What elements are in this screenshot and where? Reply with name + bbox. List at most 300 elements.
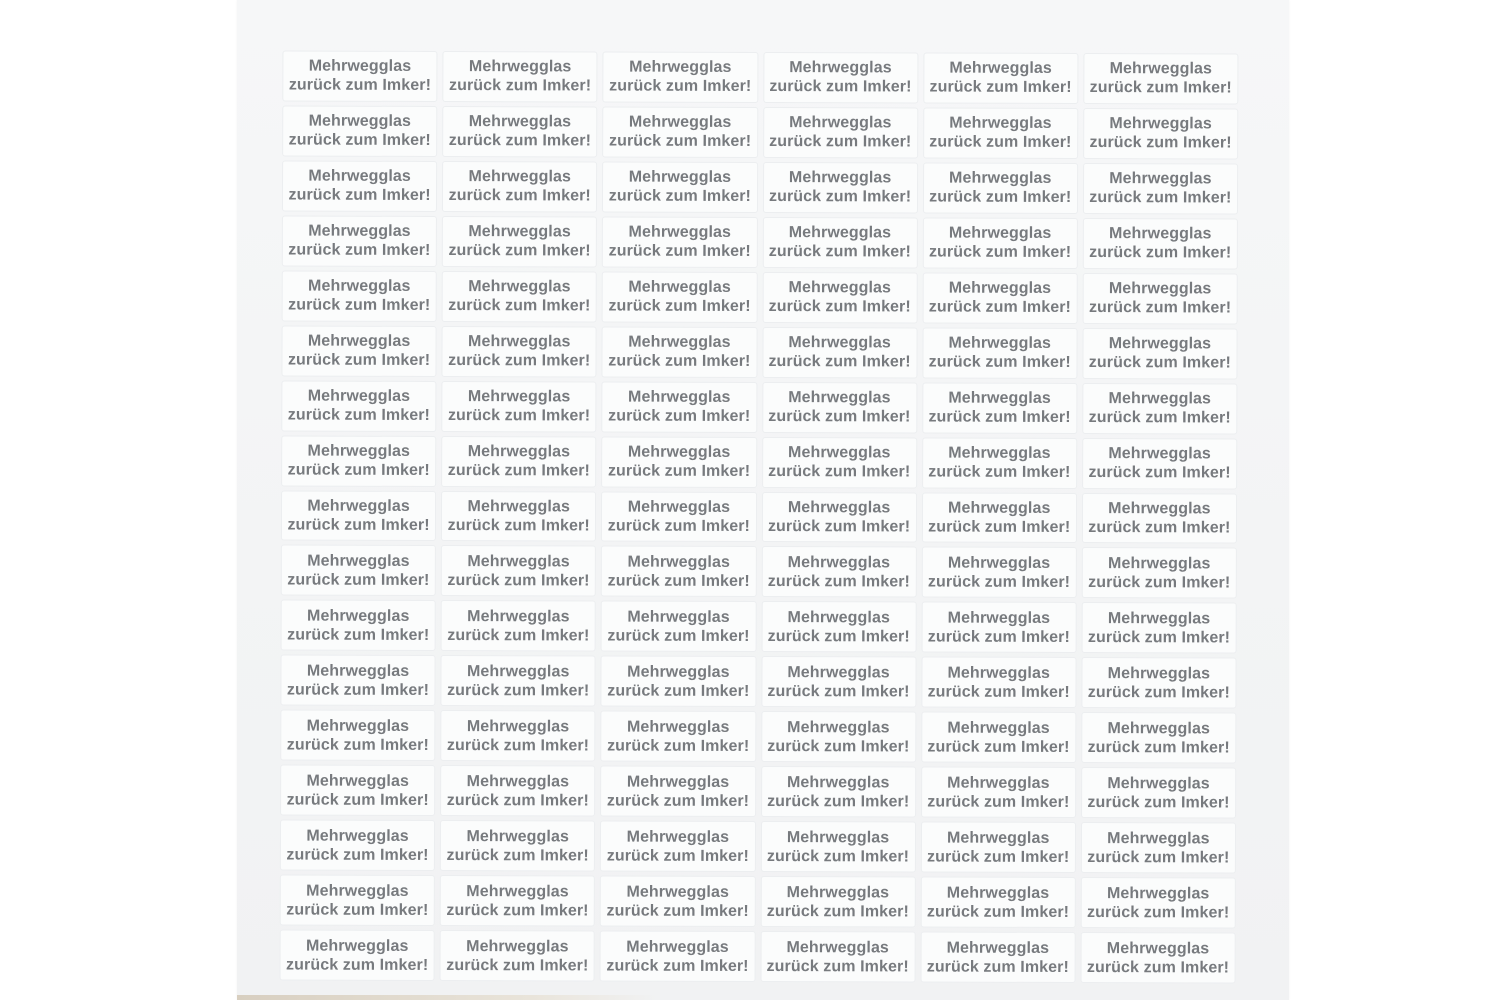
label-line-1: Mehrwegglas bbox=[467, 498, 571, 516]
label-line-2: zurück zum Imker! bbox=[286, 736, 429, 754]
label-line-1: Mehrwegglas bbox=[305, 937, 409, 955]
label-line-1: Mehrwegglas bbox=[627, 663, 730, 681]
label-line-2: zurück zum Imker! bbox=[767, 737, 910, 756]
label-line-1: Mehrwegglas bbox=[1109, 115, 1212, 133]
sticker-label bbox=[921, 767, 1076, 818]
sticker-label bbox=[601, 601, 756, 652]
label-line-2: zurück zum Imker! bbox=[447, 681, 590, 700]
sheet-bottom-edge bbox=[237, 995, 657, 1000]
label-line-2: zurück zum Imker! bbox=[287, 516, 430, 534]
label-line-1: Mehrwegglas bbox=[468, 278, 571, 296]
label-line-1: Mehrwegglas bbox=[627, 553, 731, 571]
label-line-2: zurück zum Imker! bbox=[929, 79, 1072, 97]
label-line-2: zurück zum Imker! bbox=[447, 571, 590, 590]
sticker-label bbox=[762, 437, 917, 488]
label-line-1: Mehrwegglas bbox=[466, 882, 569, 900]
label-line-1: Mehrwegglas bbox=[628, 388, 731, 407]
sticker-label bbox=[761, 492, 916, 543]
label-line-1: Mehrwegglas bbox=[947, 664, 1051, 682]
label-line-2: zurück zum Imker! bbox=[927, 738, 1070, 756]
label-line-2: zurück zum Imker! bbox=[767, 792, 910, 811]
label-line-2: zurück zum Imker! bbox=[608, 407, 751, 426]
sticker-label bbox=[280, 820, 435, 871]
label-line-1: Mehrwegglas bbox=[1108, 335, 1212, 353]
label-line-1: Mehrwegglas bbox=[307, 442, 411, 460]
label-line-1: Mehrwegglas bbox=[627, 443, 731, 461]
label-line-1: Mehrwegglas bbox=[948, 499, 1051, 517]
label-line-1: Mehrwegglas bbox=[948, 224, 1052, 243]
label-line-2: zurück zum Imker! bbox=[287, 461, 430, 480]
sticker-label bbox=[281, 490, 436, 541]
label-line-2: zurück zum Imker! bbox=[1088, 299, 1232, 317]
label-line-2: zurück zum Imker! bbox=[1089, 244, 1232, 262]
label-line-1: Mehrwegglas bbox=[1108, 555, 1211, 573]
sticker-label bbox=[601, 546, 756, 597]
label-line-2: zurück zum Imker! bbox=[288, 186, 431, 205]
sticker-label bbox=[282, 270, 437, 321]
label-line-1: Mehrwegglas bbox=[306, 827, 409, 845]
label-line-1: Mehrwegglas bbox=[1107, 774, 1210, 793]
label-line-2: zurück zum Imker! bbox=[1087, 683, 1230, 702]
sticker-label bbox=[1080, 932, 1235, 983]
label-line-1: Mehrwegglas bbox=[788, 279, 892, 297]
label-line-2: zurück zum Imker! bbox=[768, 243, 912, 261]
label-line-2: zurück zum Imker! bbox=[446, 736, 590, 755]
label-line-2: zurück zum Imker! bbox=[448, 352, 591, 370]
sticker-label bbox=[442, 326, 597, 377]
label-line-1: Mehrwegglas bbox=[468, 223, 571, 241]
sticker-label bbox=[282, 160, 437, 211]
sticker-label bbox=[921, 657, 1076, 708]
label-line-2: zurück zum Imker! bbox=[286, 791, 429, 809]
label-line-1: Mehrwegglas bbox=[948, 389, 1051, 408]
label-line-2: zurück zum Imker! bbox=[927, 683, 1070, 701]
label-line-1: Mehrwegglas bbox=[1106, 939, 1210, 957]
sticker-label bbox=[602, 326, 757, 377]
sticker-label bbox=[281, 435, 436, 486]
sticker-label bbox=[1081, 657, 1236, 708]
label-line-2: zurück zum Imker! bbox=[768, 188, 912, 206]
label-line-2: zurück zum Imker! bbox=[608, 242, 751, 261]
label-line-2: zurück zum Imker! bbox=[927, 628, 1070, 646]
label-line-2: zurück zum Imker! bbox=[446, 956, 589, 974]
label-line-1: Mehrwegglas bbox=[308, 167, 411, 186]
sticker-label bbox=[1081, 712, 1236, 763]
label-line-1: Mehrwegglas bbox=[308, 58, 412, 76]
sticker-label bbox=[441, 381, 596, 432]
label-line-2: zurück zum Imker! bbox=[928, 353, 1071, 372]
label-line-1: Mehrwegglas bbox=[468, 168, 572, 186]
label-line-2: zurück zum Imker! bbox=[1087, 903, 1230, 922]
sticker-label bbox=[601, 436, 756, 487]
sticker-label bbox=[1082, 273, 1237, 324]
label-line-1: Mehrwegglas bbox=[629, 59, 732, 77]
label-line-2: zurück zum Imker! bbox=[926, 958, 1069, 976]
label-line-2: zurück zum Imker! bbox=[767, 627, 910, 646]
sticker-label bbox=[760, 931, 915, 982]
label-line-2: zurück zum Imker! bbox=[287, 406, 431, 425]
label-line-1: Mehrwegglas bbox=[1107, 664, 1211, 683]
sticker-label bbox=[442, 216, 597, 267]
sticker-label bbox=[282, 105, 437, 156]
label-line-2: zurück zum Imker! bbox=[927, 848, 1070, 866]
label-line-2: zurück zum Imker! bbox=[1088, 464, 1231, 482]
sticker-label bbox=[600, 931, 755, 982]
label-line-2: zurück zum Imker! bbox=[446, 791, 589, 810]
label-line-2: zurück zum Imker! bbox=[1087, 628, 1231, 647]
label-line-2: zurück zum Imker! bbox=[1089, 189, 1232, 207]
label-line-1: Mehrwegglas bbox=[1108, 445, 1211, 463]
sticker-label bbox=[923, 53, 1078, 104]
sticker-label bbox=[761, 656, 916, 707]
label-line-2: zurück zum Imker! bbox=[928, 518, 1071, 536]
label-line-1: Mehrwegglas bbox=[466, 937, 569, 955]
label-line-1: Mehrwegglas bbox=[946, 939, 1050, 957]
label-line-2: zurück zum Imker! bbox=[288, 76, 432, 95]
sticker-label bbox=[1082, 547, 1237, 598]
sticker-label bbox=[601, 711, 756, 762]
sticker-label bbox=[440, 765, 595, 816]
label-line-1: Mehrwegglas bbox=[948, 279, 1052, 298]
label-line-1: Mehrwegglas bbox=[788, 444, 891, 462]
label-line-1: Mehrwegglas bbox=[307, 552, 410, 570]
sticker-label bbox=[441, 655, 596, 706]
label-line-1: Mehrwegglas bbox=[786, 828, 890, 847]
label-line-1: Mehrwegglas bbox=[1109, 225, 1212, 243]
label-line-1: Mehrwegglas bbox=[467, 607, 570, 626]
label-line-2: zurück zum Imker! bbox=[928, 298, 1072, 317]
label-line-1: Mehrwegglas bbox=[786, 773, 890, 792]
label-line-1: Mehrwegglas bbox=[1108, 500, 1211, 518]
label-line-1: Mehrwegglas bbox=[468, 333, 571, 351]
label-line-1: Mehrwegglas bbox=[307, 332, 411, 351]
label-line-2: zurück zum Imker! bbox=[286, 681, 430, 699]
label-line-2: zurück zum Imker! bbox=[929, 133, 1072, 152]
sticker-label bbox=[442, 106, 597, 157]
sticker-label bbox=[763, 107, 918, 158]
label-line-2: zurück zum Imker! bbox=[1089, 79, 1232, 97]
label-line-2: zurück zum Imker! bbox=[766, 957, 909, 975]
sticker-label bbox=[762, 162, 917, 213]
label-line-2: zurück zum Imker! bbox=[448, 132, 592, 150]
label-line-1: Mehrwegglas bbox=[947, 719, 1050, 737]
sticker-label bbox=[602, 216, 757, 267]
sticker-label bbox=[602, 106, 757, 157]
sticker-label bbox=[441, 545, 596, 596]
label-line-2: zurück zum Imker! bbox=[606, 902, 749, 920]
sticker-label bbox=[762, 382, 917, 433]
label-line-2: zurück zum Imker! bbox=[448, 297, 591, 315]
label-line-2: zurück zum Imker! bbox=[607, 627, 750, 645]
sticker-label bbox=[761, 711, 916, 762]
sticker-label bbox=[1082, 493, 1237, 544]
sticker-label bbox=[761, 601, 916, 652]
label-line-2: zurück zum Imker! bbox=[446, 846, 589, 865]
sticker-label bbox=[922, 437, 1077, 488]
sticker-label bbox=[280, 655, 435, 706]
label-line-1: Mehrwegglas bbox=[468, 113, 572, 131]
sticker-label bbox=[922, 217, 1077, 268]
sticker-label bbox=[602, 161, 757, 212]
label-line-1: Mehrwegglas bbox=[307, 497, 410, 515]
sticker-label bbox=[1083, 53, 1238, 104]
label-line-2: zurück zum Imker! bbox=[447, 626, 590, 645]
label-line-1: Mehrwegglas bbox=[787, 718, 890, 737]
label-line-2: zurück zum Imker! bbox=[448, 77, 592, 95]
label-line-1: Mehrwegglas bbox=[789, 114, 892, 132]
sticker-label bbox=[280, 765, 435, 816]
sticker-label bbox=[600, 766, 755, 817]
label-line-2: zurück zum Imker! bbox=[768, 463, 911, 481]
label-line-1: Mehrwegglas bbox=[626, 773, 730, 791]
sticker-label bbox=[440, 875, 595, 926]
label-line-1: Mehrwegglas bbox=[307, 387, 411, 406]
label-line-2: zurück zum Imker! bbox=[766, 902, 909, 921]
label-line-1: Mehrwegglas bbox=[306, 772, 410, 790]
label-line-2: zurück zum Imker! bbox=[1088, 354, 1232, 372]
label-line-1: Mehrwegglas bbox=[947, 774, 1050, 792]
sticker-label bbox=[923, 107, 1078, 158]
label-line-1: Mehrwegglas bbox=[628, 168, 732, 187]
sticker-label bbox=[602, 271, 757, 322]
sticker-label bbox=[442, 271, 597, 322]
label-grid bbox=[280, 51, 1239, 984]
label-line-2: zurück zum Imker! bbox=[926, 903, 1070, 921]
label-line-1: Mehrwegglas bbox=[1107, 609, 1211, 628]
label-line-1: Mehrwegglas bbox=[466, 717, 570, 736]
label-line-2: zurück zum Imker! bbox=[288, 241, 431, 260]
label-line-2: zurück zum Imker! bbox=[448, 187, 591, 205]
label-line-1: Mehrwegglas bbox=[308, 112, 412, 131]
label-line-2: zurück zum Imker! bbox=[927, 793, 1070, 811]
sticker-label bbox=[603, 52, 758, 103]
sticker-label bbox=[1081, 602, 1236, 653]
label-line-2: zurück zum Imker! bbox=[606, 792, 750, 810]
label-line-1: Mehrwegglas bbox=[308, 222, 411, 241]
label-line-1: Mehrwegglas bbox=[627, 498, 731, 516]
label-line-1: Mehrwegglas bbox=[628, 223, 732, 242]
label-line-1: Mehrwegglas bbox=[788, 169, 892, 187]
label-line-1: Mehrwegglas bbox=[949, 60, 1052, 78]
sticker-label bbox=[440, 930, 595, 981]
sticker-label bbox=[922, 272, 1077, 323]
sticker-label bbox=[600, 821, 755, 872]
sticker-label bbox=[1082, 383, 1237, 434]
label-line-2: zurück zum Imker! bbox=[928, 463, 1071, 482]
label-line-2: zurück zum Imker! bbox=[609, 77, 752, 96]
label-line-2: zurück zum Imker! bbox=[767, 518, 911, 536]
sticker-label bbox=[280, 930, 435, 981]
label-line-1: Mehrwegglas bbox=[788, 389, 891, 407]
label-line-1: Mehrwegglas bbox=[466, 772, 570, 791]
sticker-label bbox=[441, 491, 596, 542]
label-line-2: zurück zum Imker! bbox=[769, 78, 912, 96]
label-line-1: Mehrwegglas bbox=[789, 59, 892, 77]
label-line-2: zurück zum Imker! bbox=[288, 131, 431, 150]
sticker-label bbox=[762, 327, 917, 378]
label-line-2: zurück zum Imker! bbox=[608, 187, 752, 206]
sticker-label bbox=[1081, 767, 1236, 818]
label-line-1: Mehrwegglas bbox=[468, 58, 572, 76]
label-line-1: Mehrwegglas bbox=[626, 718, 730, 736]
label-line-1: Mehrwegglas bbox=[948, 334, 1052, 353]
label-line-2: zurück zum Imker! bbox=[608, 297, 751, 316]
label-line-1: Mehrwegglas bbox=[628, 113, 732, 132]
label-line-2: zurück zum Imker! bbox=[929, 188, 1072, 207]
sticker-label bbox=[600, 876, 755, 927]
label-line-1: Mehrwegglas bbox=[946, 829, 1050, 847]
sticker-label bbox=[761, 766, 916, 817]
label-line-2: zurück zum Imker! bbox=[927, 573, 1071, 591]
label-line-2: zurück zum Imker! bbox=[447, 462, 590, 480]
label-line-2: zurück zum Imker! bbox=[287, 571, 430, 589]
label-line-2: zurück zum Imker! bbox=[287, 626, 430, 644]
sticker-label bbox=[1082, 438, 1237, 489]
label-line-1: Mehrwegglas bbox=[787, 554, 891, 572]
sticker-label bbox=[280, 875, 435, 926]
label-line-2: zurück zum Imker! bbox=[1089, 134, 1232, 152]
label-line-2: zurück zum Imker! bbox=[768, 353, 911, 371]
sticker-label bbox=[921, 822, 1076, 873]
label-line-1: Mehrwegglas bbox=[306, 882, 409, 900]
label-line-1: Mehrwegglas bbox=[306, 717, 410, 735]
sticker-label bbox=[281, 545, 436, 596]
label-line-1: Mehrwegglas bbox=[786, 938, 889, 956]
sticker-label bbox=[282, 51, 437, 102]
label-line-2: zurück zum Imker! bbox=[767, 682, 910, 701]
label-line-2: zurück zum Imker! bbox=[447, 407, 591, 425]
label-line-2: zurück zum Imker! bbox=[1088, 573, 1231, 592]
sticker-label bbox=[922, 382, 1077, 433]
label-line-2: zurück zum Imker! bbox=[768, 298, 911, 316]
label-line-2: zurück zum Imker! bbox=[607, 737, 750, 755]
label-line-2: zurück zum Imker! bbox=[446, 901, 589, 920]
label-line-2: zurück zum Imker! bbox=[447, 517, 590, 535]
sticker-label bbox=[762, 217, 917, 268]
sticker-label bbox=[922, 327, 1077, 378]
sticker-label bbox=[921, 602, 1076, 653]
label-line-2: zurück zum Imker! bbox=[928, 408, 1071, 427]
label-line-2: zurück zum Imker! bbox=[606, 847, 749, 865]
label-line-2: zurück zum Imker! bbox=[1088, 519, 1231, 537]
label-line-2: zurück zum Imker! bbox=[768, 408, 911, 426]
sticker-label bbox=[762, 272, 917, 323]
label-line-1: Mehrwegglas bbox=[787, 499, 891, 517]
label-line-1: Mehrwegglas bbox=[1107, 829, 1210, 848]
sticker-label bbox=[920, 932, 1075, 983]
label-line-2: zurück zum Imker! bbox=[607, 572, 750, 590]
sticker-label bbox=[920, 877, 1075, 928]
sticker-label bbox=[1082, 328, 1237, 379]
sticker-label bbox=[921, 712, 1076, 763]
label-line-1: Mehrwegglas bbox=[306, 662, 410, 680]
label-line-1: Mehrwegglas bbox=[787, 663, 890, 682]
label-line-2: zurück zum Imker! bbox=[1086, 958, 1230, 976]
label-line-1: Mehrwegglas bbox=[949, 115, 1052, 133]
label-line-1: Mehrwegglas bbox=[1108, 390, 1212, 408]
label-line-2: zurück zum Imker! bbox=[1087, 793, 1230, 812]
label-line-1: Mehrwegglas bbox=[628, 333, 731, 352]
sticker-label bbox=[441, 436, 596, 487]
label-line-2: zurück zum Imker! bbox=[286, 901, 429, 919]
label-line-1: Mehrwegglas bbox=[947, 609, 1051, 627]
label-line-2: zurück zum Imker! bbox=[606, 957, 749, 975]
label-line-2: zurück zum Imker! bbox=[1088, 409, 1231, 427]
label-line-1: Mehrwegglas bbox=[466, 827, 569, 846]
label-line-1: Mehrwegglas bbox=[1109, 170, 1212, 188]
label-line-1: Mehrwegglas bbox=[307, 607, 410, 625]
label-line-1: Mehrwegglas bbox=[788, 224, 892, 242]
label-line-2: zurück zum Imker! bbox=[607, 517, 750, 535]
label-line-1: Mehrwegglas bbox=[1106, 884, 1210, 902]
label-line-1: Mehrwegglas bbox=[946, 884, 1050, 902]
label-line-2: zurück zum Imker! bbox=[607, 682, 750, 700]
sticker-label bbox=[760, 876, 915, 927]
label-line-1: Mehrwegglas bbox=[1108, 280, 1212, 298]
label-line-1: Mehrwegglas bbox=[788, 334, 891, 352]
label-line-2: zurück zum Imker! bbox=[769, 133, 912, 151]
sticker-label bbox=[761, 546, 916, 597]
sticker-label bbox=[441, 600, 596, 651]
label-line-1: Mehrwegglas bbox=[308, 277, 411, 296]
sticker-label bbox=[601, 656, 756, 707]
label-line-1: Mehrwegglas bbox=[786, 883, 890, 901]
label-line-2: zurück zum Imker! bbox=[767, 572, 910, 591]
label-line-2: zurück zum Imker! bbox=[1087, 848, 1230, 867]
sticker-label bbox=[763, 52, 918, 103]
label-line-1: Mehrwegglas bbox=[787, 608, 891, 627]
sticker-label bbox=[282, 215, 437, 266]
sticker-label bbox=[1081, 877, 1236, 928]
sticker-label bbox=[281, 380, 436, 431]
label-line-1: Mehrwegglas bbox=[1109, 60, 1213, 78]
sticker-label bbox=[601, 491, 756, 542]
label-line-2: zurück zum Imker! bbox=[928, 243, 1072, 262]
sticker-label bbox=[440, 710, 595, 761]
label-line-1: Mehrwegglas bbox=[947, 554, 1051, 572]
label-line-1: Mehrwegglas bbox=[466, 662, 570, 681]
sticker-label bbox=[922, 492, 1077, 543]
label-line-2: zurück zum Imker! bbox=[766, 847, 910, 866]
label-line-2: zurück zum Imker! bbox=[287, 351, 431, 370]
sticker-label bbox=[1083, 108, 1238, 159]
label-line-2: zurück zum Imker! bbox=[286, 956, 429, 974]
label-line-2: zurück zum Imker! bbox=[608, 132, 752, 151]
label-line-2: zurück zum Imker! bbox=[1087, 738, 1230, 757]
sticker-label bbox=[602, 381, 757, 432]
label-line-1: Mehrwegglas bbox=[949, 169, 1052, 188]
label-line-1: Mehrwegglas bbox=[627, 608, 730, 626]
label-line-1: Mehrwegglas bbox=[467, 388, 571, 406]
label-line-2: zurück zum Imker! bbox=[607, 462, 751, 481]
label-line-2: zurück zum Imker! bbox=[286, 846, 429, 864]
sticker-label bbox=[442, 161, 597, 212]
label-line-1: Mehrwegglas bbox=[628, 278, 731, 297]
sticker-label bbox=[281, 600, 436, 651]
label-line-2: zurück zum Imker! bbox=[288, 296, 431, 315]
label-line-2: zurück zum Imker! bbox=[448, 242, 591, 260]
sticker-label bbox=[760, 821, 915, 872]
label-line-1: Mehrwegglas bbox=[467, 553, 570, 571]
sticker-label bbox=[921, 547, 1076, 598]
label-line-1: Mehrwegglas bbox=[626, 883, 729, 901]
sticker-label bbox=[923, 162, 1078, 213]
sticker-label bbox=[442, 51, 597, 102]
label-line-1: Mehrwegglas bbox=[467, 443, 571, 461]
label-line-1: Mehrwegglas bbox=[626, 828, 730, 846]
sticker-label bbox=[280, 710, 435, 761]
label-line-2: zurück zum Imker! bbox=[608, 352, 751, 371]
